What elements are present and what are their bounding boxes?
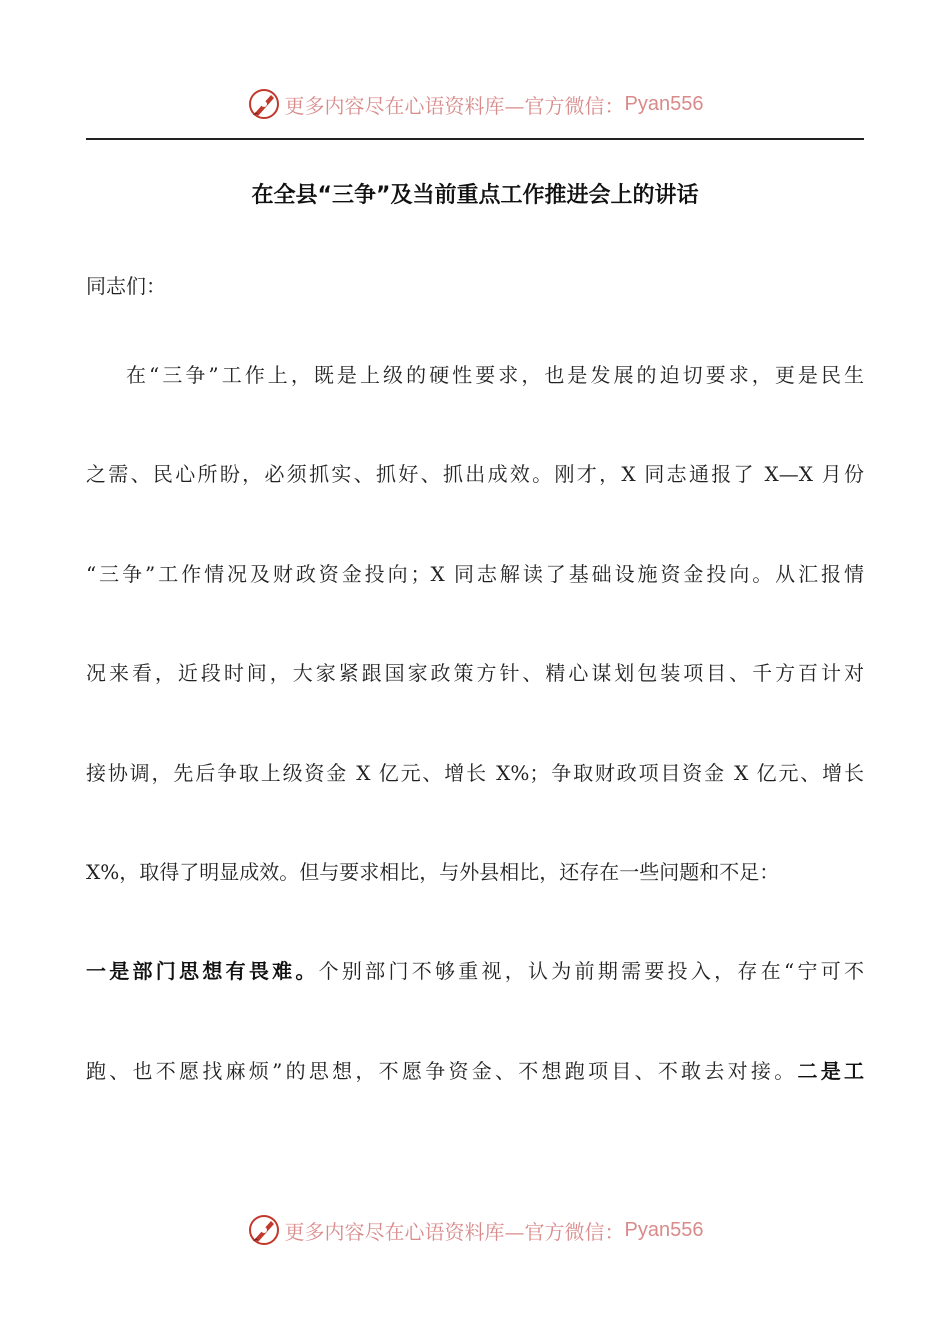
point-heading: 二是工 [797,1059,864,1083]
point-heading: 一是部门思想有畏难。 [86,959,319,983]
footer-watermark [0,1210,950,1250]
body-line: X%，取得了明显成效。但与要求相比，与外县相比，还存在一些问题和不足： [86,860,780,884]
point-text: 个别部门不够重视，认为前期需要投入，存在“宁可不 [318,959,864,983]
document-title: 在全县“三争”及当前重点工作推进会上的讲话 [251,183,699,208]
body-line-point-one [86,956,864,986]
header-divider [86,138,864,140]
watermark-text: 更多内容尽在心语资料库—官方微信： [284,1219,625,1244]
body-line: 况来看，近段时间，大家紧跟国家政策方针、精心谋划包装项目、千方百计对 [86,661,864,685]
body-line: “三争”工作情况及财政资金投向；X 同志解读了基础设施资金投向。从汇报情 [86,562,864,586]
salutation: 同志们： [86,274,166,298]
body-line: 之需、民心所盼，必须抓实、抓好、抓出成效。刚才，X 同志通报了 X—X 月份 [86,462,864,486]
body-line-point-two [86,1056,864,1086]
watermark-id: Pyan556 [624,1218,704,1241]
pen-logo-icon [247,1213,281,1247]
pen-logo-icon [247,87,281,121]
point-text: 跑、也不愿找麻烦”的思想，不愿争资金、不想跑项目、不敢去对接。 [86,1059,798,1083]
header-watermark [0,84,950,124]
watermark-id: Pyan556 [624,92,704,115]
body-line: 在“三争”工作上，既是上级的硬性要求，也是发展的迫切要求，更是民生 [126,363,864,387]
watermark-text: 更多内容尽在心语资料库—官方微信： [284,93,625,118]
body-line: 接协调，先后争取上级资金 X 亿元、增长 X%；争取财政项目资金 X 亿元、增长 [86,761,864,785]
